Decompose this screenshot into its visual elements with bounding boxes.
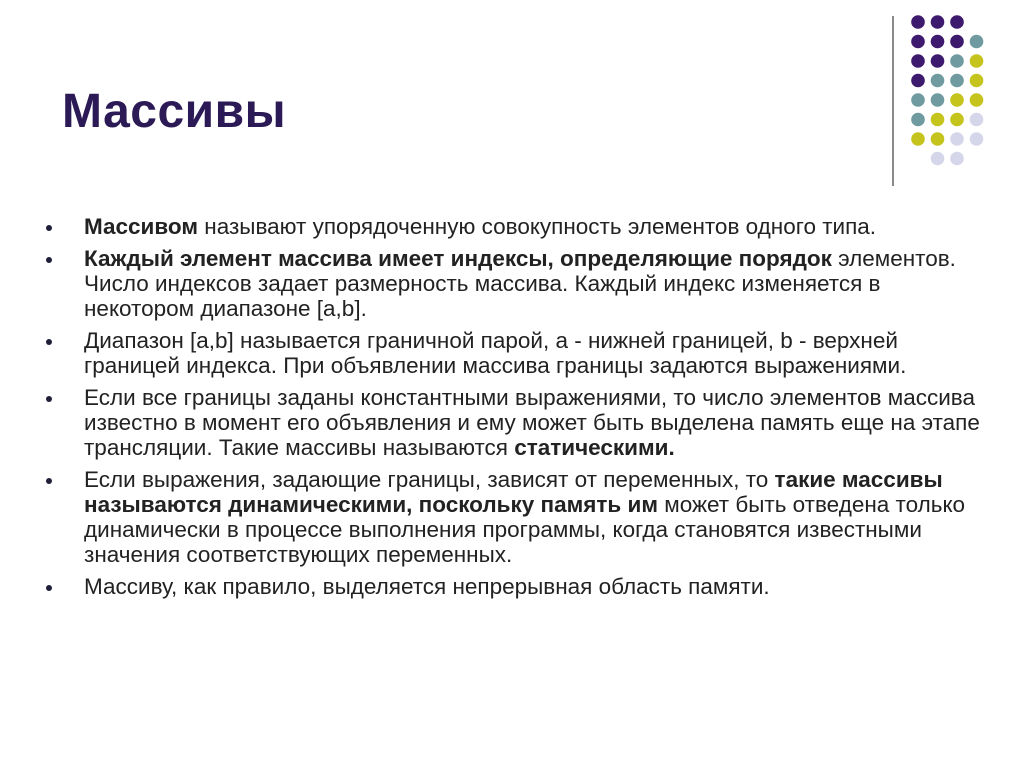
decorative-dot (950, 132, 964, 146)
decorative-dot (911, 15, 925, 29)
decorative-dot (970, 54, 984, 68)
decorative-dot (950, 152, 964, 166)
list-item (42, 385, 982, 460)
bold-term: Массивом (84, 214, 199, 239)
bold-phrase: Каждый элемент массива имеет индексы, определяющие порядок (84, 246, 832, 271)
decorative-dot (970, 132, 984, 146)
bullet-text: Массиву, как правило, выделяется непрерывная область памяти. (84, 574, 770, 599)
decorative-dot (931, 35, 945, 49)
bullet-list (42, 214, 982, 606)
decorative-dot (950, 54, 964, 68)
bullet-text: Диапазон [a,b] называется граничной парой, a - нижней границей, b - верхней границей индекса. При объявлении массива границы задаются выражениями. (84, 328, 907, 378)
decorative-dot (970, 113, 984, 127)
decorative-dot (950, 35, 964, 49)
bullet-text: называют упорядоченную совокупность элементов одного типа. (198, 214, 877, 239)
decorative-dot (911, 132, 925, 146)
bullet-icon (46, 339, 52, 345)
bullet-icon (46, 478, 52, 484)
bullet-text: Если все границы заданы константными выражениями, то число элементов массива известно в момент его объявления и ему может быть выделена память еще на этапе трансляции. Такие массивы называются (84, 385, 980, 460)
bullet-icon (46, 257, 52, 263)
decorative-dot (950, 93, 964, 107)
list-item (42, 467, 982, 567)
vertical-divider (892, 16, 894, 186)
list-item (42, 328, 982, 378)
bold-term: статическими. (514, 435, 675, 460)
decorative-dot (931, 15, 945, 29)
decorative-dot (970, 74, 984, 88)
slide-title: Массивы (62, 85, 287, 138)
decorative-dot (911, 113, 925, 127)
decorative-dot (970, 35, 984, 49)
decorative-dot (911, 74, 925, 88)
list-item (42, 574, 982, 599)
bullet-icon (46, 225, 52, 231)
decorative-dot (911, 54, 925, 68)
bullet-text: Если выражения, задающие границы, зависят от переменных, то (84, 467, 775, 492)
decorative-dot (911, 35, 925, 49)
list-item (42, 246, 982, 321)
bullet-icon (46, 396, 52, 402)
decorative-dot (911, 93, 925, 107)
decorative-dot (931, 54, 945, 68)
decorative-dot (931, 132, 945, 146)
decorative-dot (931, 113, 945, 127)
decorative-dot (950, 15, 964, 29)
bold-phrase: такие массивы называются динамическими, поскольку память им (84, 467, 943, 517)
decorative-dot (970, 93, 984, 107)
decorative-dot (931, 152, 945, 166)
decorative-dot (950, 113, 964, 127)
bullet-text-continued: может быть отведена только динамически в процессе выполнения программы, когда становятся известными значения соответствующих переменных. (84, 492, 966, 567)
decorative-dot (931, 74, 945, 88)
decorative-dot (931, 93, 945, 107)
bullet-icon (46, 585, 52, 591)
list-item (42, 214, 982, 239)
bullet-text: элементов. Число индексов задает размерность массива. Каждый индекс изменяется в некотором диапазоне [a,b]. (84, 246, 956, 321)
decorative-dot (950, 74, 964, 88)
